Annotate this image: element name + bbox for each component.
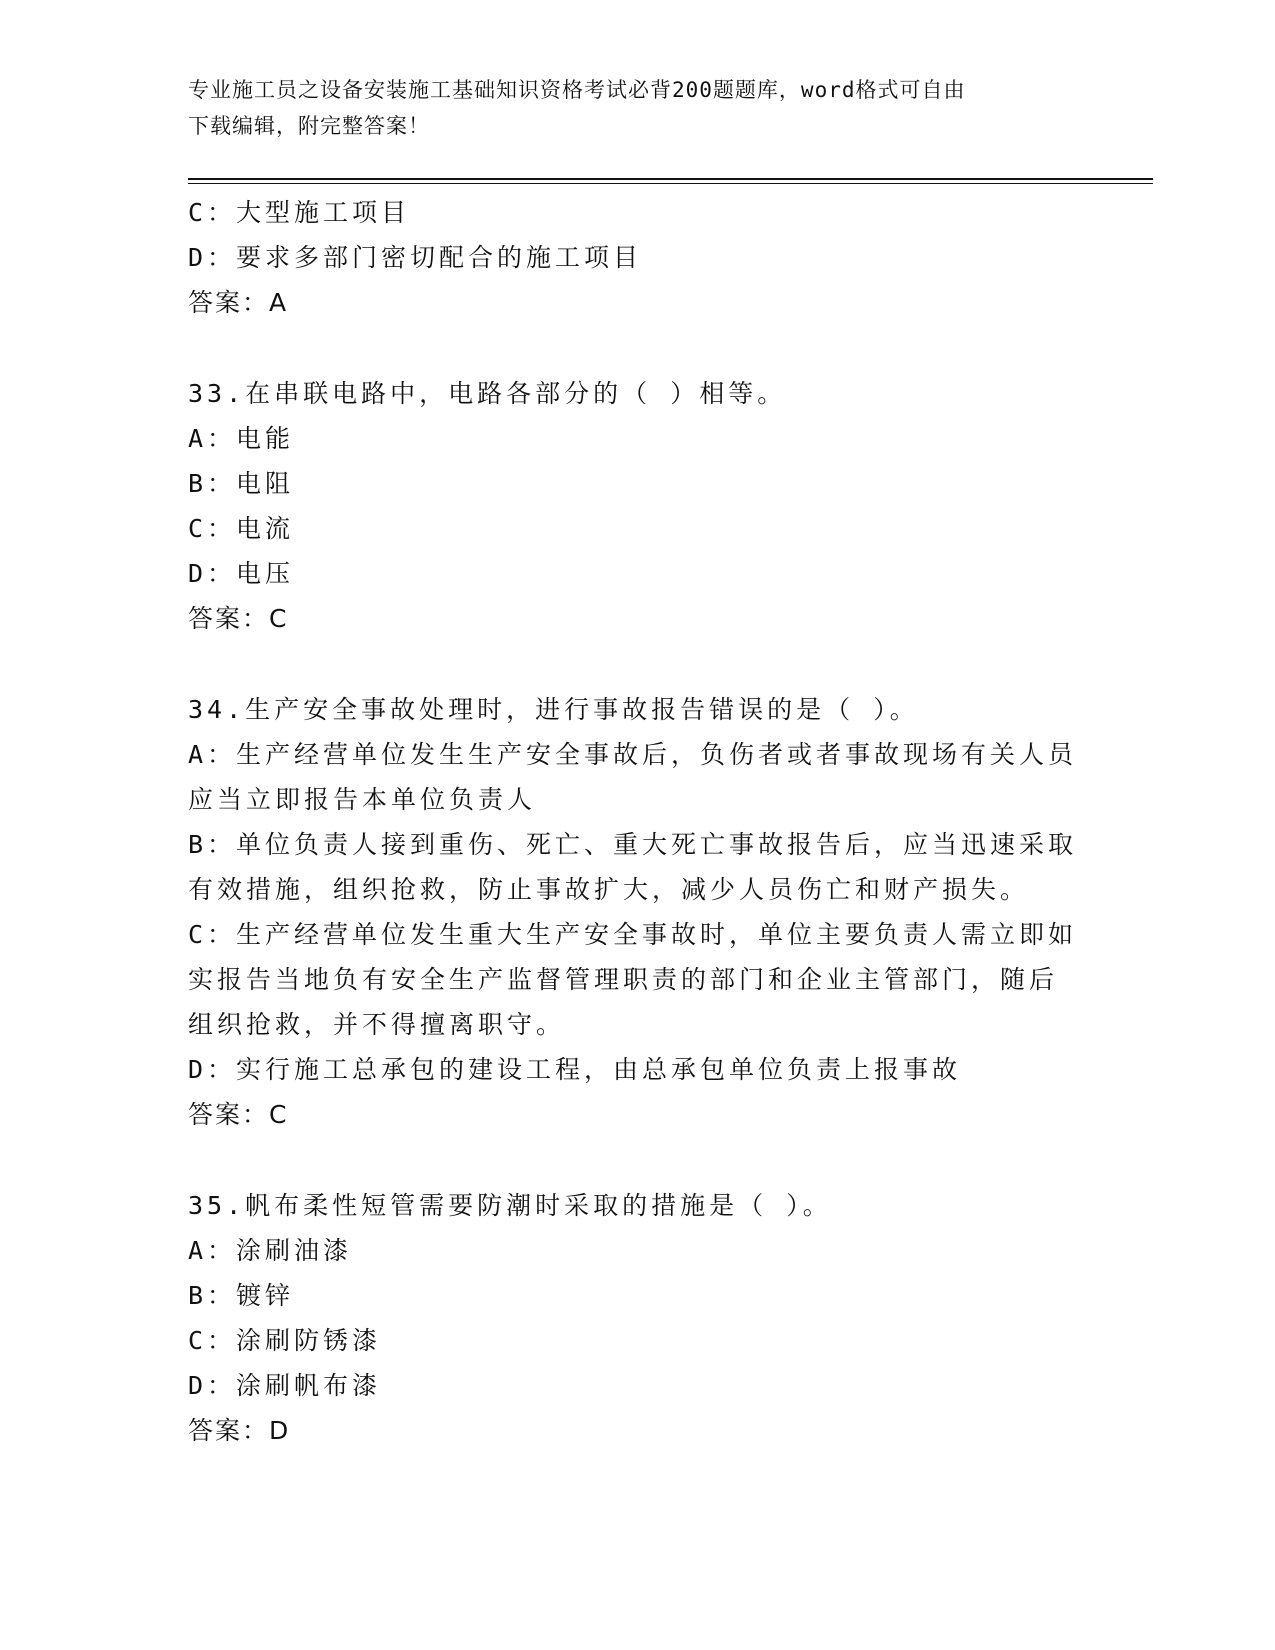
question-block-34 [188, 687, 1088, 1137]
option-a: A：电能 [188, 424, 295, 453]
header-line-2: 下载编辑，附完整答案！ [188, 114, 430, 138]
spacer [188, 325, 1088, 371]
option-c: C：大型施工项目 [188, 198, 411, 227]
question-stem: 35.帆布柔性短管需要防潮时采取的措施是（ ）。 [188, 1191, 832, 1220]
header-line-1: 专业施工员之设备安装施工基础知识资格考试必背200题题库，word格式可自由 [188, 78, 966, 102]
question-block-32-continued [188, 190, 1088, 325]
option-b-line-1: B：单位负责人接到重伤、死亡、重大死亡事故报告后，应当迅速采取 [188, 830, 1078, 859]
option-c-line-1: C：生产经营单位发生重大生产安全事故时，单位主要负责人需立即如 [188, 920, 1078, 949]
document-header [188, 72, 1088, 144]
option-a-line-2: 应当立即报告本单位负责人 [188, 785, 537, 814]
question-stem: 34.生产安全事故处理时，进行事故报告错误的是（ ）。 [188, 695, 919, 724]
answer-line: 答案：C [188, 604, 289, 633]
option-a-line-1: A：生产经营单位发生生产安全事故后，负伤者或者事故现场有关人员 [188, 740, 1078, 769]
answer-line: 答案：A [188, 288, 289, 317]
option-c: C：涂刷防锈漆 [188, 1326, 382, 1355]
option-b: B：电阻 [188, 469, 295, 498]
question-list [188, 190, 1088, 1453]
option-b: B：镀锌 [188, 1281, 295, 1310]
option-b-line-2: 有效措施，组织抢救，防止事故扩大，减少人员伤亡和财产损失。 [188, 875, 1030, 904]
option-c-line-2: 实报告当地负有安全生产监督管理职责的部门和企业主管部门，随后 [188, 965, 1059, 994]
header-divider-thin [188, 183, 1153, 184]
option-d: D：涂刷帆布漆 [188, 1371, 382, 1400]
option-d: D：实行施工总承包的建设工程，由总承包单位负责上报事故 [188, 1055, 962, 1084]
spacer [188, 1137, 1088, 1183]
option-d: D：要求多部门密切配合的施工项目 [188, 243, 643, 272]
option-c-line-3: 组织抢救，并不得擅离职守。 [188, 1010, 566, 1039]
question-block-35 [188, 1183, 1088, 1453]
answer-line: 答案：C [188, 1100, 289, 1129]
option-a: A：涂刷油漆 [188, 1236, 353, 1265]
header-divider-thick [188, 178, 1153, 180]
question-stem: 33.在串联电路中，电路各部分的（ ）相等。 [188, 379, 787, 408]
question-block-33 [188, 371, 1088, 641]
option-d: D：电压 [188, 559, 295, 588]
option-c: C：电流 [188, 514, 295, 543]
spacer [188, 641, 1088, 687]
answer-line: 答案：D [188, 1416, 291, 1445]
